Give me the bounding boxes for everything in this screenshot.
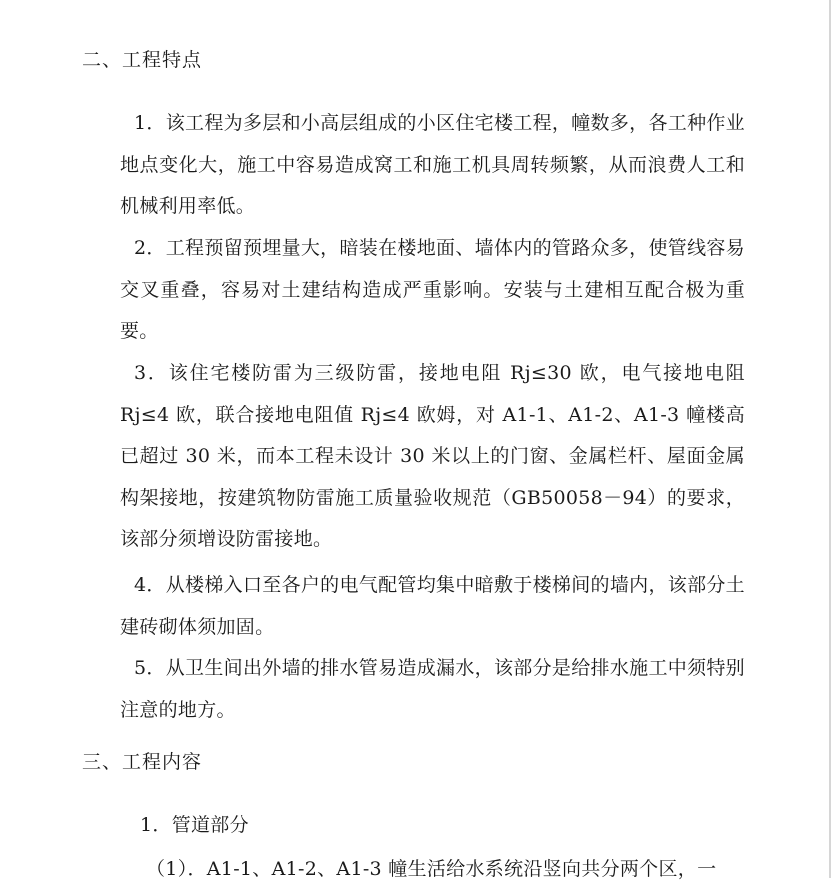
feature-item-2: 2．工程预留预埋量大，暗装在楼地面、墙体内的管路众多，使管线容易交叉重叠，容易对土建结构造成严重影响。安装与土建相互配合极为重要。 (120, 237, 745, 342)
feature-item-3: 3．该住宅楼防雷为三级防雷，接地电阻 Rj≤30 欧，电气接地电阻 Rj≤4 欧，联合接地电阻值 Rj≤4 欧姆，对 A1-1、A1-2、A1-3 幢楼高已超过 30 米，而本工程未设计 30 米以上的门窗、金属栏杆、屋面金属构架接地，按建筑物防雷施工质量验收规范（GB50058－94）的要求，该部分须增设防雷接地。 (120, 362, 745, 550)
section-heading-features: 二、工程特点 (82, 49, 203, 71)
feature-item-1: 1．该工程为多层和小高层组成的小区住宅楼工程，幢数多，各工种作业地点变化大，施工中容易造成窝工和施工机具周转频繁，从而浪费人工和机械利用率低。 (120, 112, 745, 217)
sub-heading-pipes: 1．管道部分 (140, 814, 249, 836)
feature-item-5: 5．从卫生间出外墙的排水管易造成漏水，该部分是给排水施工中须特别注意的地方。 (120, 657, 745, 721)
feature-item-4: 4．从楼梯入口至各户的电气配管均集中暗敷于楼梯间的墙内，该部分土建砖砌体须加固。 (120, 574, 745, 638)
sub-item-water-supply: （1）．A1-1、A1-2、A1-3 幢生活给水系统沿竖向共分两个区，一 (146, 858, 717, 880)
section-heading-content: 三、工程内容 (82, 751, 203, 773)
